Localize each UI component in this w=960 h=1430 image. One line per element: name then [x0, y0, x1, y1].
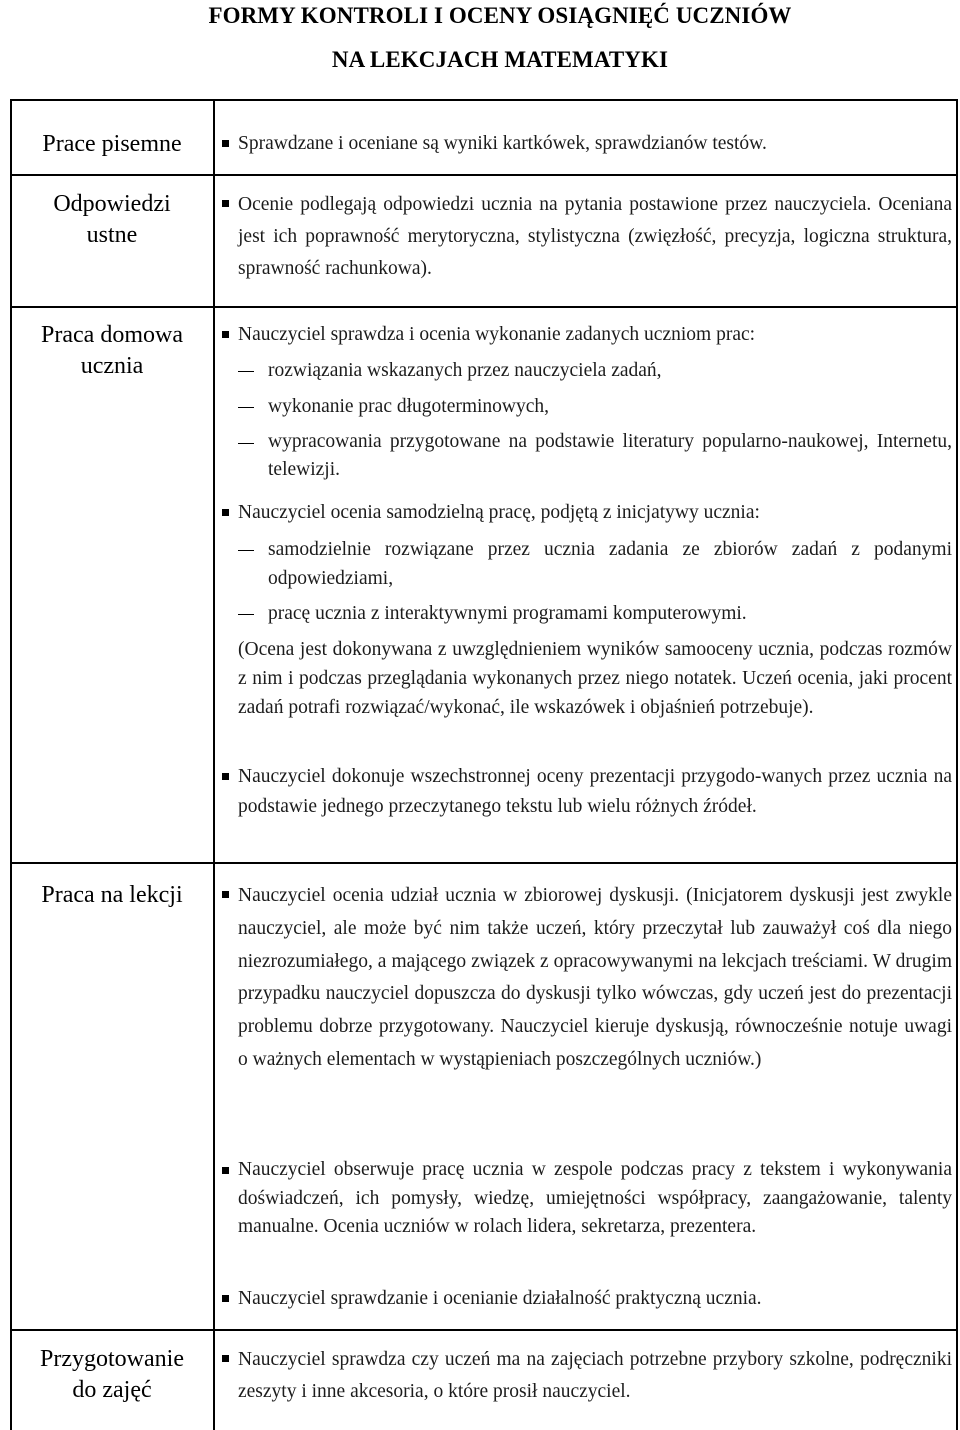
document-title-line-1: FORMY KONTROLI I OCENY OSIĄGNIĘĆ UCZNIÓW: [208, 3, 792, 28]
bullet-item: Nauczyciel obserwuje pracę ucznia w zespole podczas pracy z tekstem i wykonywania doświadczeń, ich pomysły, wiedzę, umiejętności współpracy, zaangażowanie, talenty manualne. Ocenia uczniów w rolach lidera, sekretarza, prezentera.: [238, 1159, 952, 1237]
row-label-praca-na-lekcji: [12, 880, 212, 911]
bullet-square-icon: [222, 1295, 229, 1302]
note-paragraph: (Ocena jest dokonywana z uwzględnieniem wyników samooceny ucznia, podczas rozmów z nim i podczas przeglądania wykonanych przez niego notatek. Uczeń ocenia, jaki procent zadań potrafi rozwiązać/wykonać, ile wskazówek i objaśnień potrzebuje).: [238, 639, 952, 718]
row-label-line: Prace pisemne: [42, 131, 182, 157]
bullet-item: Sprawdzane i oceniane są wyniki kartkówek, sprawdzianów testów.: [238, 133, 767, 154]
row-label-line: do zajęć: [72, 1377, 152, 1403]
row-label-line: ustne: [86, 222, 138, 248]
row-label-line: Odpowiedzi: [53, 191, 171, 217]
table-right-border: [956, 100, 958, 1430]
dash-bullet-icon: [238, 550, 254, 551]
dash-item: samodzielnie rozwiązane przez ucznia zadania ze zbiorów zadań z podanymi odpowiedziami,: [268, 539, 952, 589]
row-divider: [10, 862, 958, 864]
bullet-square-icon: [222, 1355, 229, 1362]
bullet-square-icon: [222, 773, 229, 780]
row-label-line: Praca domowa: [41, 322, 183, 348]
bullet-item: Nauczyciel sprawdza czy uczeń ma na zajęciach potrzebne przybory szkolne, podręczniki zeszyty i inne akcesoria, o które prosił nauczyciel.: [238, 1349, 952, 1402]
row-divider: [10, 174, 958, 176]
row-divider: [10, 306, 958, 308]
row-label-praca-domowa: [12, 320, 212, 382]
dash-item: pracę ucznia z interaktywnymi programami komputerowymi.: [268, 603, 747, 624]
table-top-border: [10, 99, 958, 101]
bullet-item: Nauczyciel sprawdzanie i ocenianie działalność praktyczną ucznia.: [238, 1288, 762, 1309]
dash-bullet-icon: [238, 443, 254, 444]
bullet-square-icon: [222, 891, 229, 898]
dash-item: wykonanie prac długoterminowych,: [268, 396, 550, 417]
dash-item: rozwiązania wskazanych przez nauczyciela zadań,: [268, 360, 662, 381]
row-divider: [10, 1329, 958, 1331]
dash-item: wypracowania przygotowane na podstawie literatury popularno-naukowej, Internetu, telewizji.: [268, 431, 952, 480]
row-label-line: Praca na lekcji: [41, 882, 183, 908]
bullet-square-icon: [222, 509, 229, 516]
bullet-square-icon: [222, 200, 229, 207]
table-column-divider: [213, 100, 215, 1430]
row-label-przygotowanie: [12, 1344, 212, 1406]
dash-bullet-icon: [238, 371, 254, 372]
bullet-item: Nauczyciel ocenia udział ucznia w zbiorowej dyskusji. (Inicjatorem dyskusji jest zwykle nauczyciel, ale może być nim także uczeń, który przeczytał lub zauważył coś dla niego niezrozumiałego, a mającego związek z opracowywanymi na lekcjach treściami. W drugim przypadku nauczyciel dopuszcza do dyskusji tylko wówczas, gdy uczeń jest do prezentacji problemu dobrze przygotowany. Nauczyciel kieruje dyskusją, równocześnie notuje uwagi o ważnych elementach w wystąpieniach poszczególnych uczniów.): [238, 885, 952, 1070]
row-label-odpowiedzi-ustne: [12, 189, 212, 251]
bullet-item: Nauczyciel ocenia samodzielną pracę, podjętą z inicjatywy ucznia:: [238, 502, 760, 523]
dash-bullet-icon: [238, 407, 254, 408]
bullet-square-icon: [222, 1167, 229, 1174]
document-title-line-2: NA LEKCJACH MATEMATYKI: [331, 47, 669, 72]
table-left-border: [10, 100, 12, 1430]
bullet-item: Ocenie podlegają odpowiedzi ucznia na pytania postawione przez nauczyciela. Oceniana jest ich poprawność merytoryczna, stylistyczna (zwięzłość, precyzja, logiczna struktura, sprawność rachunkowa).: [238, 194, 952, 279]
dash-bullet-icon: [238, 614, 254, 615]
row-label-prace-pisemne: [12, 129, 212, 160]
bullet-item: Nauczyciel sprawdza i ocenia wykonanie zadanych uczniom prac:: [238, 324, 756, 345]
row-label-line: ucznia: [80, 353, 144, 379]
bullet-square-icon: [222, 140, 229, 147]
row-label-line: Przygotowanie: [40, 1346, 184, 1372]
bullet-item: Nauczyciel dokonuje wszechstronnej oceny prezentacji przygodo-wanych przez ucznia na podstawie jednego przeczytanego tekstu lub wielu różnych źródeł.: [238, 766, 952, 817]
bullet-square-icon: [222, 331, 229, 338]
